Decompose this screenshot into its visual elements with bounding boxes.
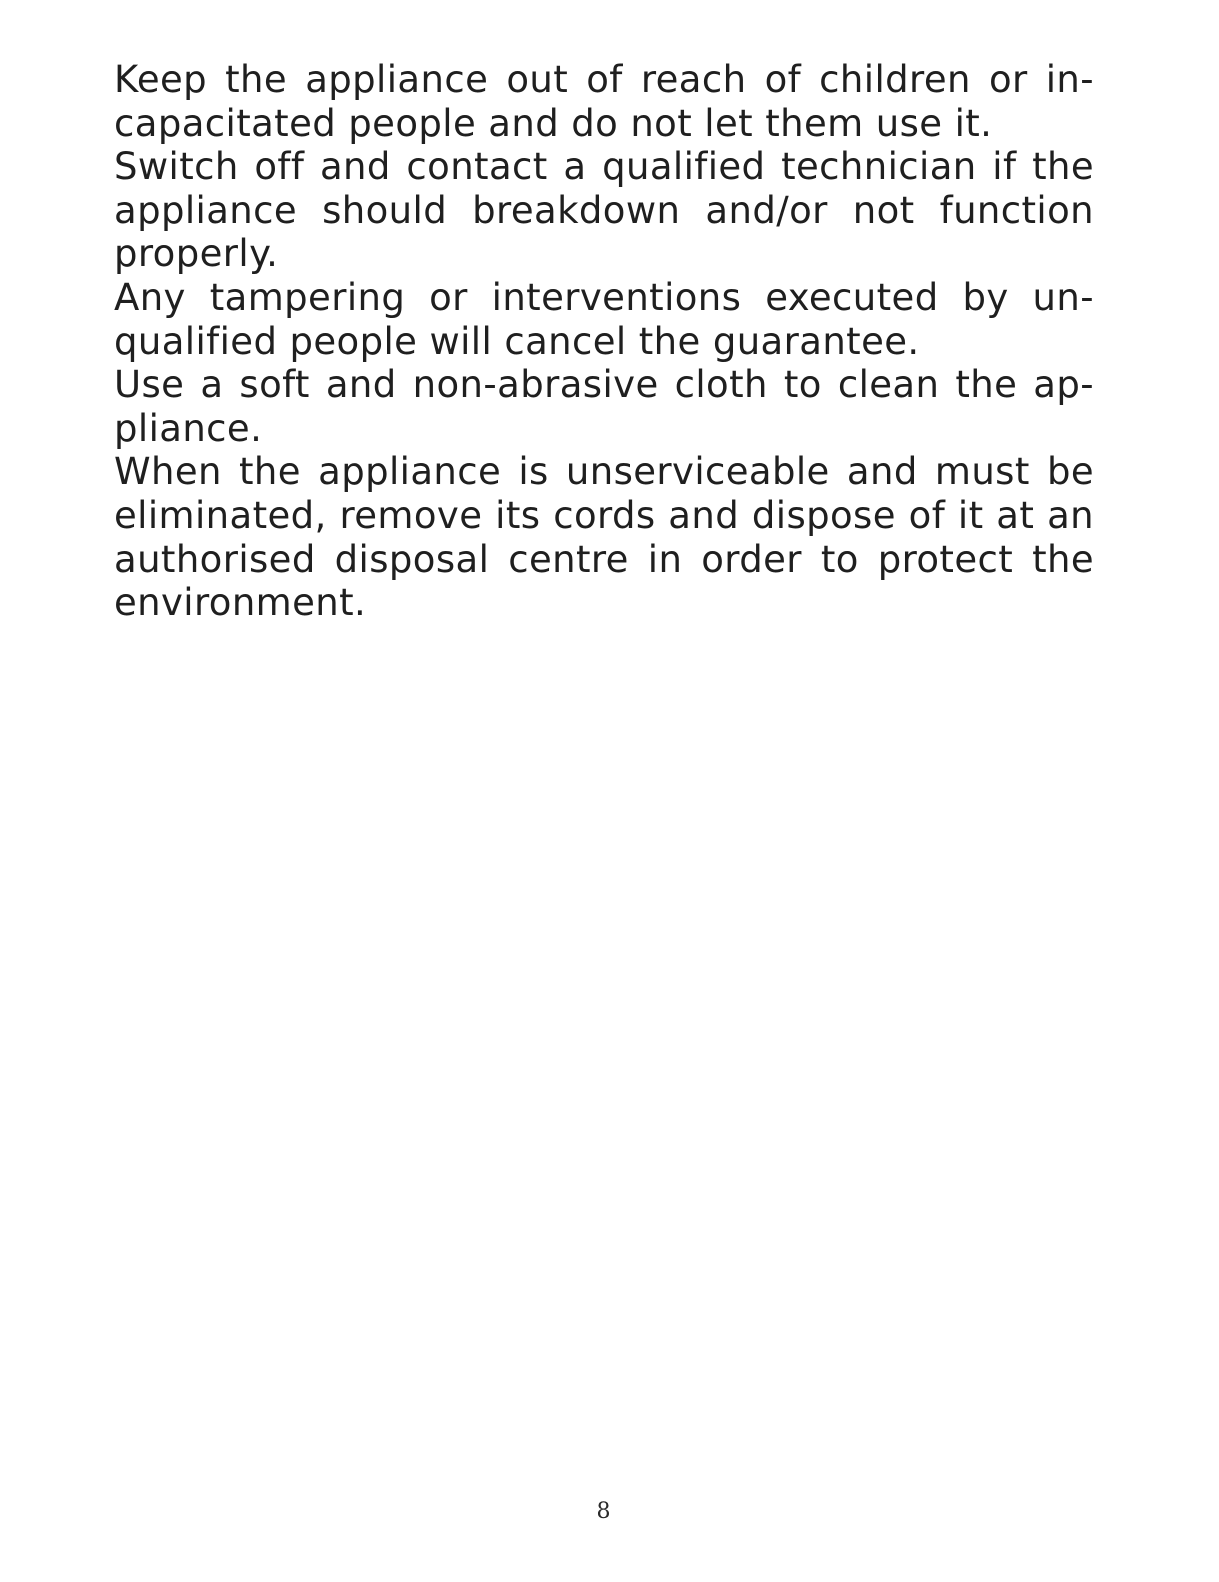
paragraph-contact-technician: Switch off and contact a qualified technician if the appliance should breakdown and/or not function properly. — [114, 145, 1094, 276]
page-number: 8 — [596, 1499, 611, 1524]
paragraph-tampering-guarantee: Any tampering or interventions executed by un-qualified people will cancel the guarantee. — [114, 275, 1094, 363]
paragraph-disposal: When the appliance is unserviceable and must be eliminated, remove its cords and dispose of it at an authorised disposal centre in order to protect the environment. — [114, 450, 1094, 625]
paragraph-cleaning: Use a soft and non-abrasive cloth to clean the ap-pliance. — [114, 363, 1094, 450]
paragraph-keep-out-of-reach: Keep the appliance out of reach of children or in-capacitated people and do not let them use it. — [114, 58, 1094, 145]
safety-instructions — [114, 58, 1094, 625]
